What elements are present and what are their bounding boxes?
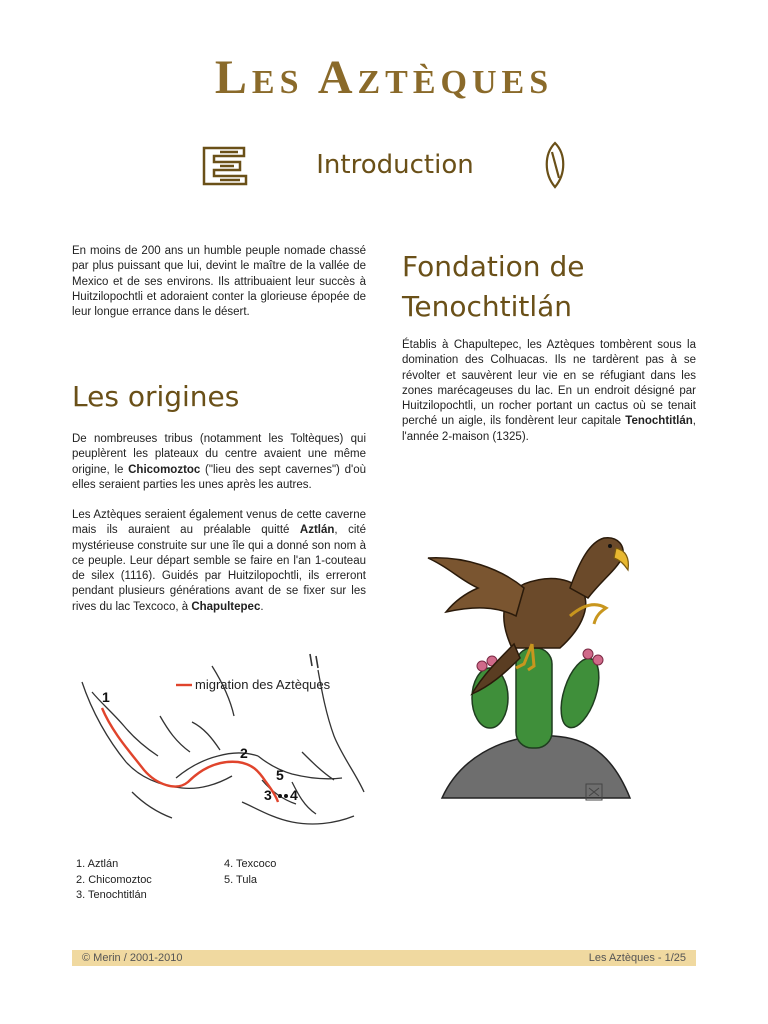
legend-item: 4. Texcoco — [224, 858, 277, 870]
legend-item: 1. Aztlán — [76, 858, 119, 870]
page-footer — [72, 950, 696, 966]
page-title: Les Aztèques — [214, 51, 554, 104]
route-legend-label: migration des Aztèques — [195, 677, 331, 692]
fondation-heading: Fondation de Tenochtitlán — [402, 250, 585, 323]
map-label-3: 3 — [264, 787, 272, 803]
leaf-glyph-icon — [540, 140, 570, 190]
fondation-paragraph: Établis à Chapultepec, les Aztèques tombèrent sous la domination des Colhuacas. Ils ne tardèrent pas à se révolter et sauvèrent leur vie en se réfugiant dans les zones marécageuses du lac. En un endroit désigné par Huitzilopochtli, un rocher portant un cactus où se tenait perché un aigle, ils fondèrent leur capitale Tenochtitlán, l'année 2-maison (1325). — [402, 339, 696, 443]
legend-item: 5. Tula — [224, 873, 258, 886]
origins-paragraph-2: Les Aztèques seraient également venus de cette caverne mais ils auraient au préalable quitté Aztlán, cité mystérieuse construite sur une île qui a donné son nom à ce peuple. Leur départ semble se faire en l'an 1-couteau de silex (1116). Guidés par Huitzilopochtli, ils erreront pendant plusieurs générations avant de se fixer sur les rives du lac Texcoco, à Chapultepec. — [72, 509, 366, 613]
map-label-4: 4 — [290, 787, 298, 803]
legend-item: 2. Chicomoztoc — [76, 873, 152, 886]
intro-heading-row — [0, 138, 768, 194]
origins-heading: Les origines — [72, 380, 240, 413]
intro-heading: Introduction — [316, 150, 474, 180]
footer-copyright: © Merin / 2001-2010 — [82, 952, 183, 964]
map-legend-col2 — [224, 857, 276, 888]
map-label-5: 5 — [276, 767, 284, 783]
migration-map — [72, 652, 372, 842]
eagle-cactus-illustration — [420, 498, 640, 808]
footer-page-number: Les Aztèques - 1/25 — [588, 952, 686, 964]
legend-item: 3. Tenochtitlán — [76, 889, 147, 901]
origins-paragraph-1: De nombreuses tribus (notamment les Toltèques) qui peuplèrent les plateaux du centre avaient une même origine, le Chicomoztoc ("lieu des sept cavernes") d'où elles seraient parties les unes après les autres. — [72, 433, 366, 491]
map-legend-col1 — [76, 857, 152, 904]
intro-paragraph: En moins de 200 ans un humble peuple nomade chassé par plus puissant que lui, devint le maître de la vallée de Mexico et de ses environs. Ils attribuaient leur succès à Huitzilopochtli et adoraient conter la glorieuse épopée de leur longue errance dans le désert. — [72, 245, 366, 319]
map-label-1: 1 — [102, 689, 110, 705]
map-label-2: 2 — [240, 745, 248, 761]
aztec-glyph-icon — [200, 142, 250, 188]
